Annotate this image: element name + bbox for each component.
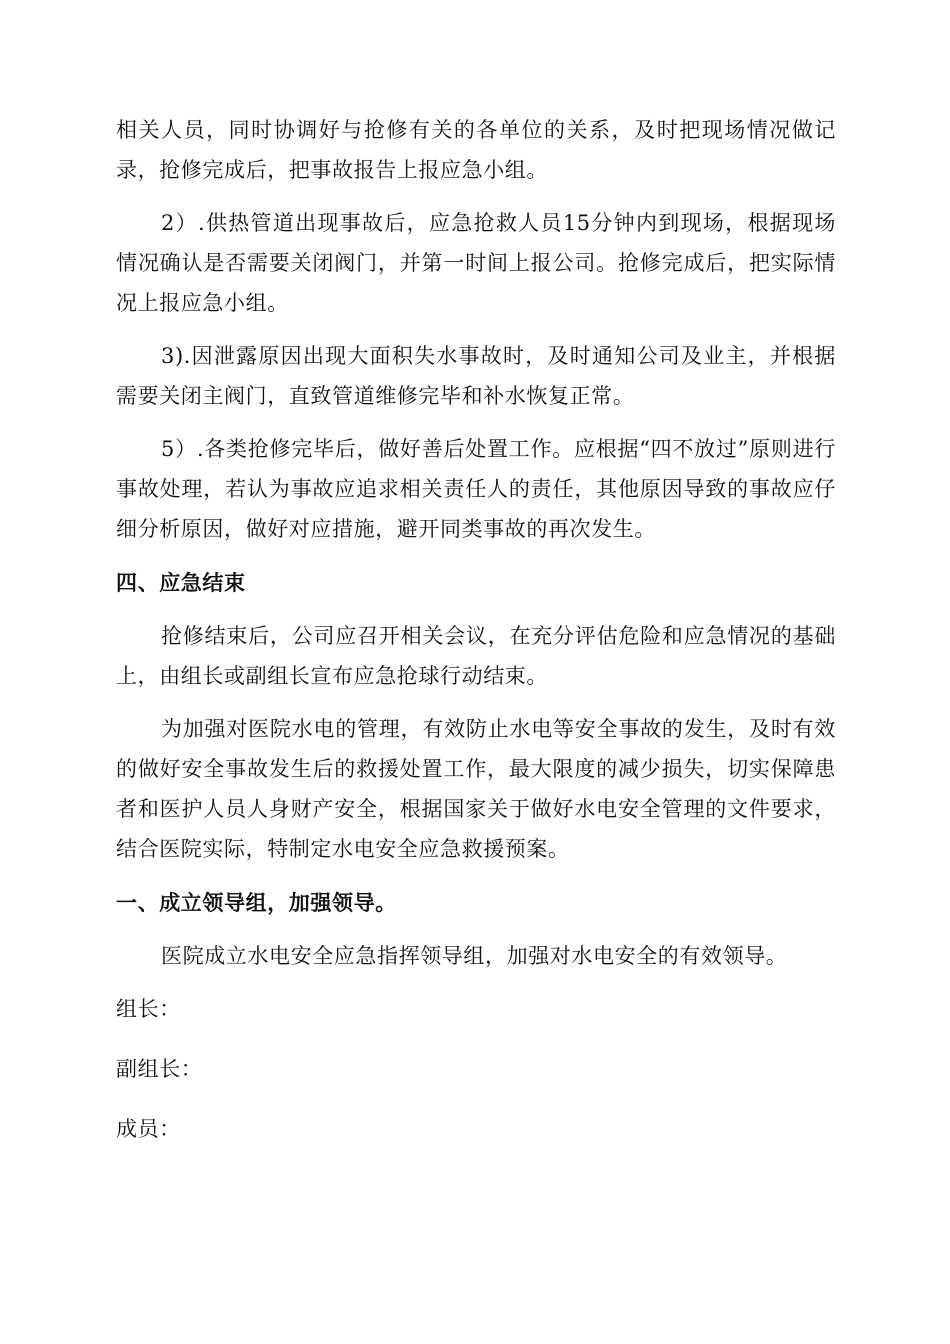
field-leader: 组长：	[116, 997, 181, 1021]
document-page	[116, 110, 836, 1169]
paragraph-repair-end-meeting: 抢修结束后，公司应召开相关会议，在充分评估危险和应急情况的基础上，由组长或副组长宣布应急抢球行动结束。	[116, 624, 836, 688]
section-heading-emergency-end: 四、应急结束	[116, 571, 246, 595]
paragraph-leak-water-loss: 3).因泄露原因出现大面积失水事故时，及时通知公司及业主，并根据需要关闭主阀门，直致管道维修完毕和补水恢复正常。	[116, 344, 836, 408]
section-heading-leadership-group: 一、成立领导组，加强领导。	[116, 891, 397, 915]
paragraph-hospital-safety-plan: 为加强对医院水电的管理，有效防止水电等安全事故的发生，及时有效的做好安全事故发生后的救援处置工作，最大限度的减少损失，切实保障患者和医护人员人身财产安全，根据国家关于做好水电安全管理的文件要求，结合医院实际，特制定水电安全应急救援预案。	[116, 717, 836, 861]
paragraph-aftermath-handling: 5）.各类抢修完毕后，做好善后处置工作。应根据“四不放过”原则进行事故处理，若认为事故应追求相关责任人的责任，其他原因导致的事故应仔细分析原因，做好对应措施，避开同类事故的再次发生。	[116, 437, 836, 541]
field-deputy-leader: 副组长：	[116, 1057, 203, 1081]
paragraph-command-group: 医院成立水电安全应急指挥领导组，加强对水电安全的有效领导。	[161, 944, 788, 968]
field-members: 成员：	[116, 1117, 181, 1141]
paragraph-heating-pipe-accident: 2）.供热管道出现事故后，应急抢救人员15分钟内到现场，根据现场情况确认是否需要关闭阀门，并第一时间上报公司。抢修完成后，把实际情况上报应急小组。	[116, 211, 836, 315]
paragraph-report-to-emergency-group: 相关人员，同时协调好与抢修有关的各单位的关系，及时把现场情况做记录，抢修完成后，把事故报告上报应急小组。	[116, 118, 836, 182]
